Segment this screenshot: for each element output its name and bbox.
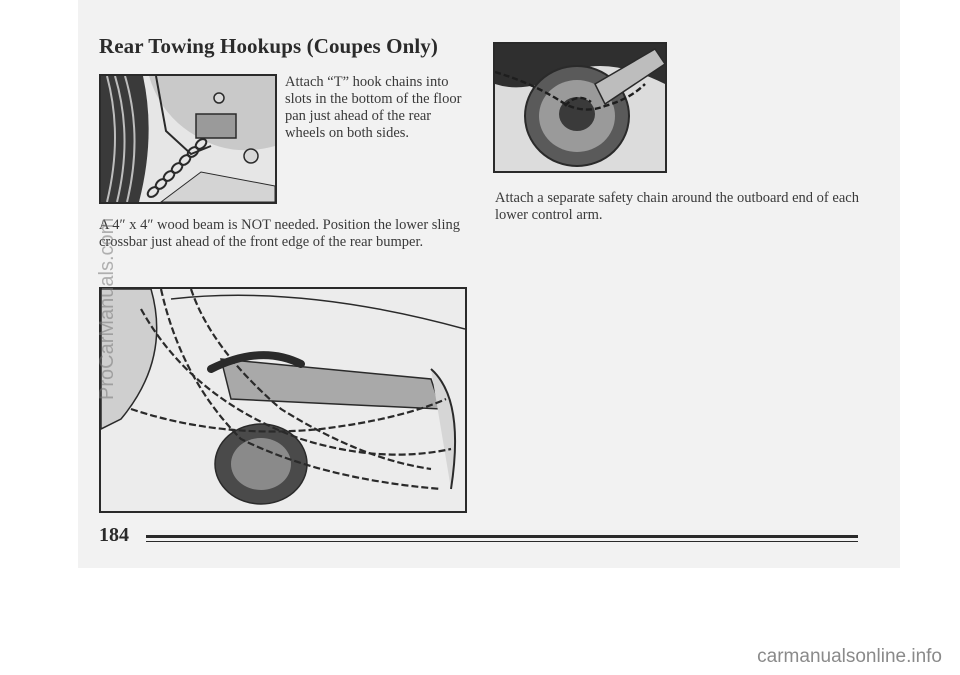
side-watermark: ProCarManuals.com	[96, 217, 118, 400]
section-heading: Rear Towing Hookups (Coupes Only)	[99, 34, 439, 58]
bottom-watermark: carmanualsonline.info	[757, 646, 942, 667]
footer-rule-thin	[146, 541, 858, 542]
illustration-sling-crossbar	[99, 287, 467, 513]
wood-beam-instruction: A 4″ x 4″ wood beam is NOT needed. Position the lower sling crossbar just ahead of the front edge of the rear bumper.	[99, 217, 460, 250]
hook-chains-instruction: Attach “T” hook chains into slots in the bottom of the floor pan just ahead of the rear wheels on both sides.	[285, 74, 462, 141]
page-number: 184	[99, 524, 129, 546]
illustration-t-hook-chain	[99, 74, 277, 204]
safety-chain-instruction: Attach a separate safety chain around the outboard end of each lower control arm.	[495, 190, 859, 223]
footer-rule-thick	[146, 535, 858, 538]
illustration-safety-chain	[493, 42, 667, 173]
